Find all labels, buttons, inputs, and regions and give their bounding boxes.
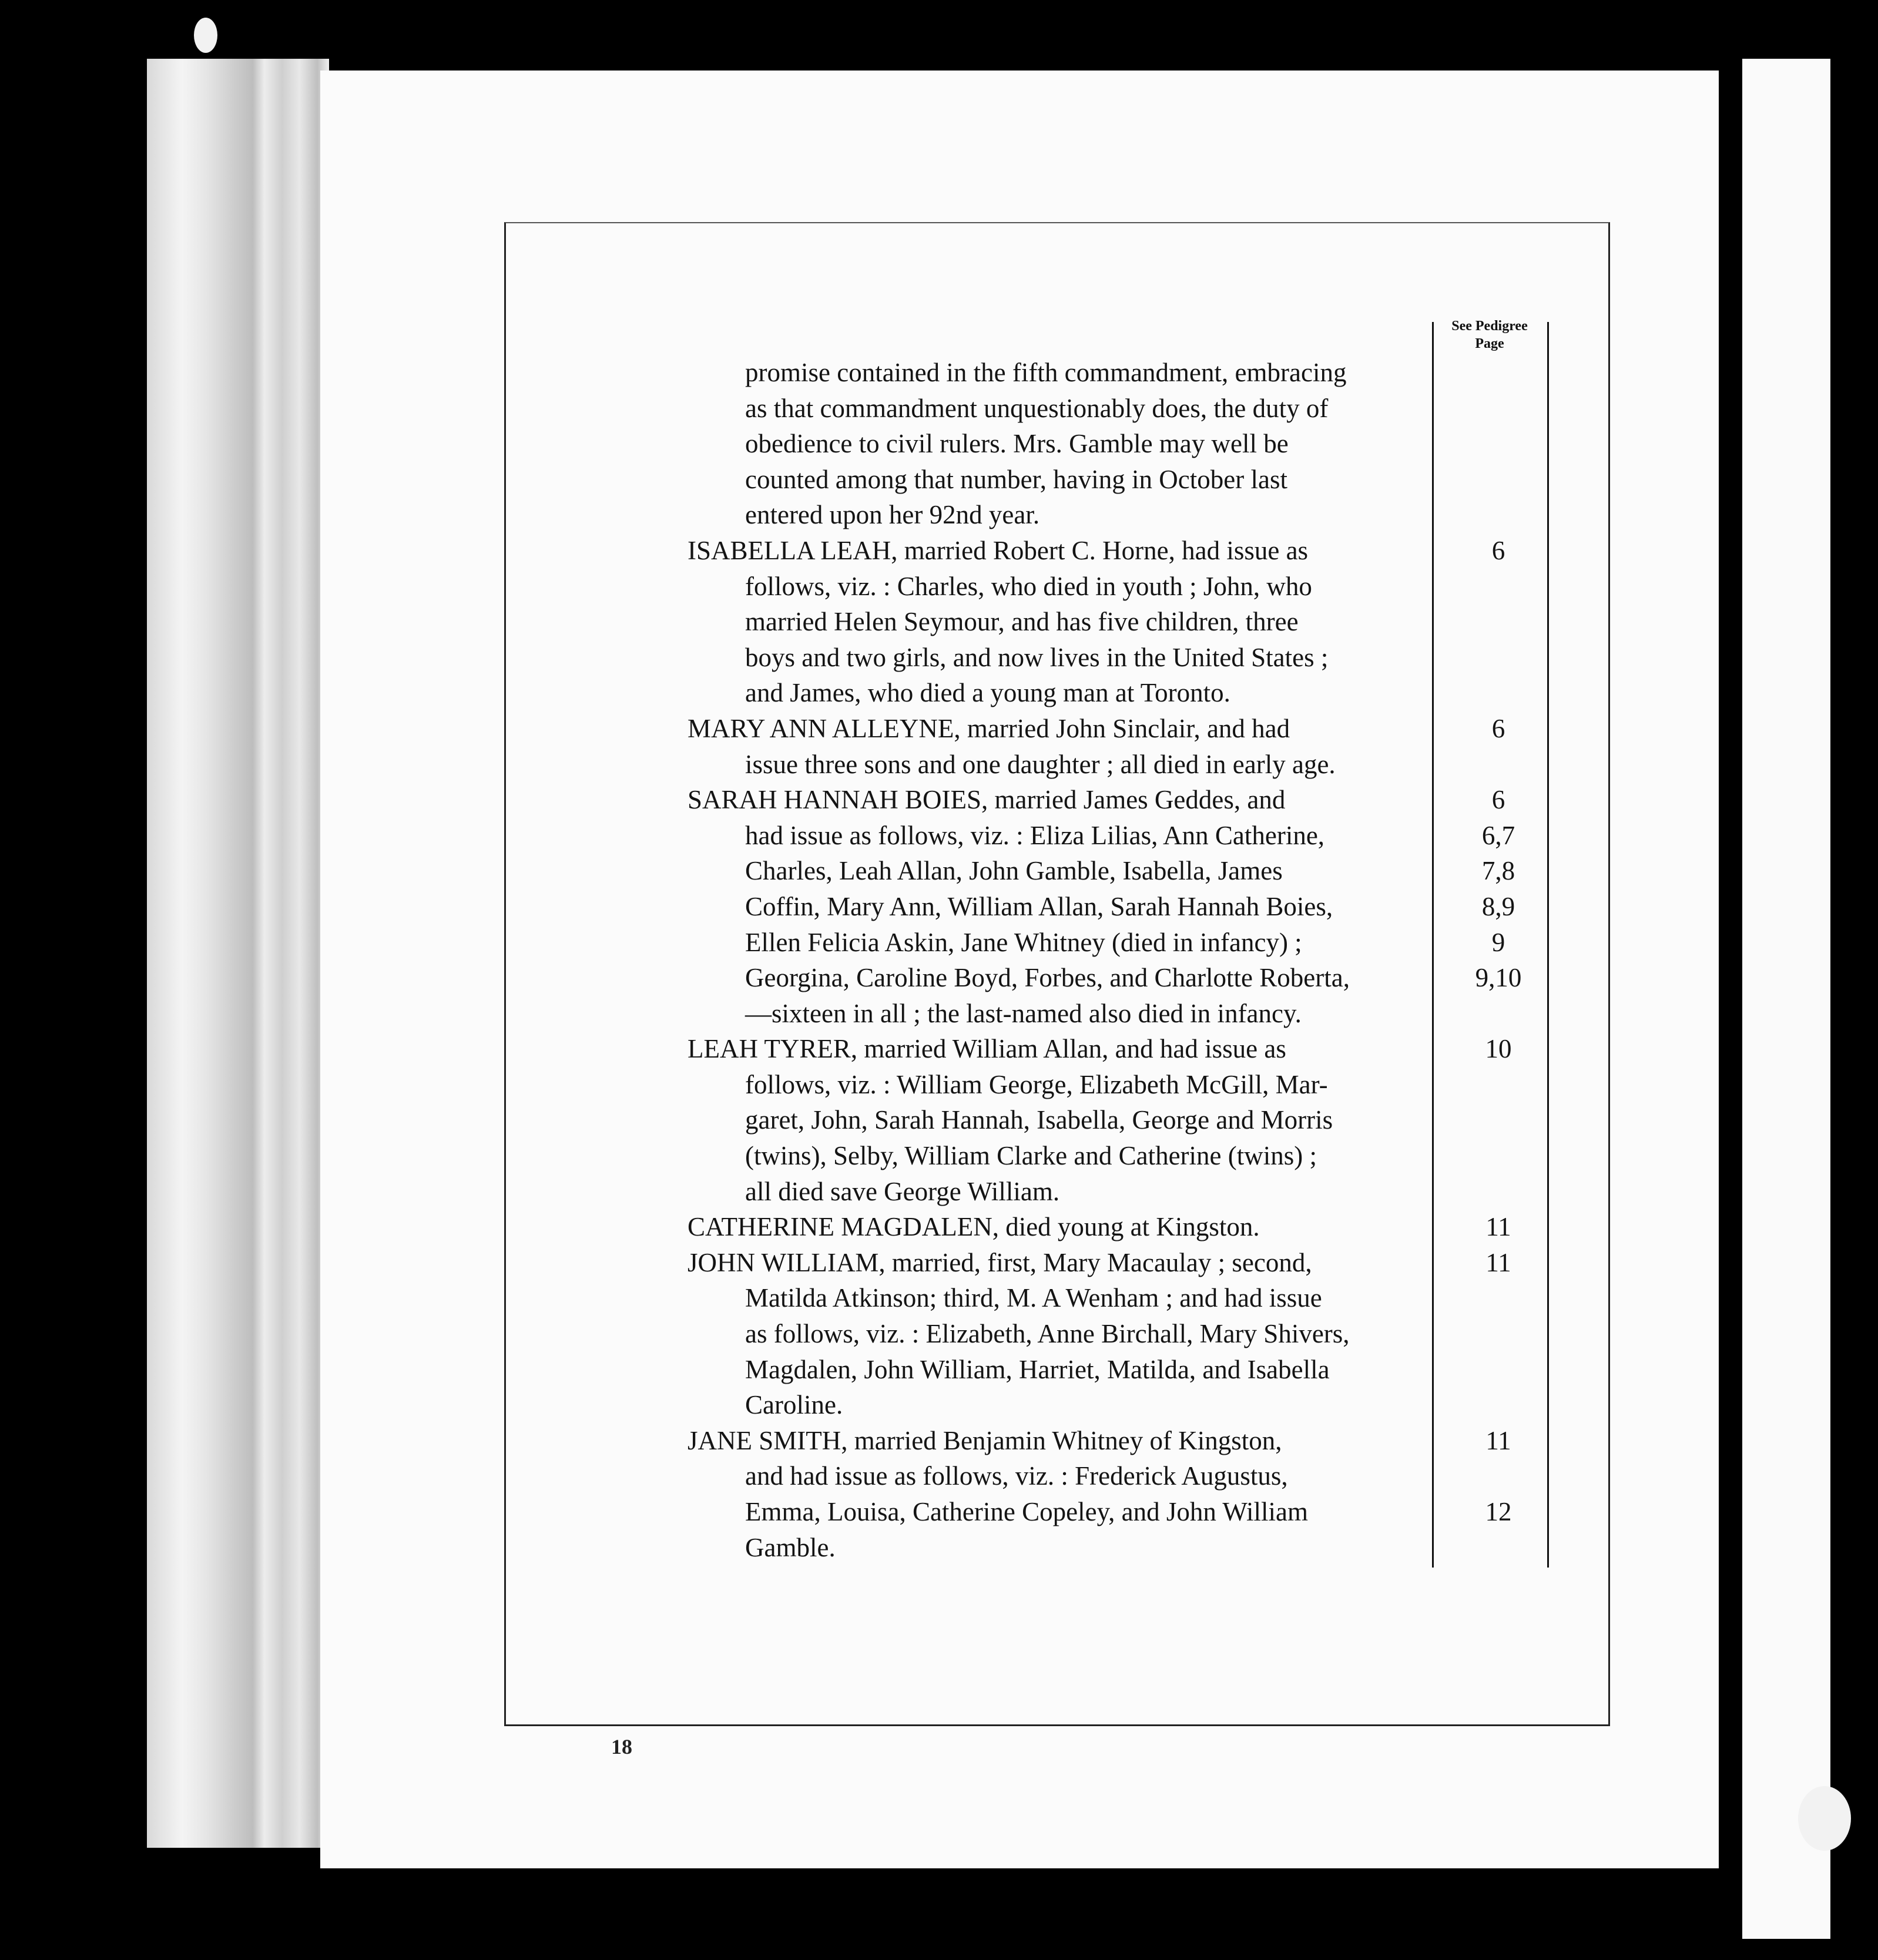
entry-heading-line: JANE SMITH, married Benjamin Whitney of Kingston,	[688, 1425, 1282, 1455]
pedigree-ref	[1434, 497, 1563, 533]
text-line: Charles, Leah Allan, John Gamble, Isabella, James	[745, 856, 1283, 886]
text-line: Magdalen, John William, Harriet, Matilda, and Isabella	[745, 1354, 1330, 1384]
pedigree-ref: 9	[1491, 927, 1505, 957]
text-line: Matilda Atkinson; third, M. A Wenham ; and had issue	[745, 1283, 1322, 1313]
pedigree-ref	[1434, 640, 1563, 676]
text-line: garet, John, Sarah Hannah, Isabella, George and Morris	[745, 1105, 1333, 1135]
pedigree-ref	[1434, 1102, 1563, 1138]
text-line: promise contained in the fifth commandment, embracing	[745, 358, 1347, 387]
pedigree-ref	[1434, 747, 1563, 783]
text-line: and James, who died a young man at Toronto.	[745, 678, 1230, 708]
pedigree-ref: 11	[1485, 1425, 1511, 1455]
text-line: boys and two girls, and now lives in the United States ;	[745, 642, 1329, 672]
pedigree-ref	[1434, 1138, 1563, 1174]
entry-heading-line: MARY ANN ALLEYNE, married John Sinclair, and had	[688, 713, 1290, 743]
paper-speck	[194, 18, 217, 53]
pedigree-ref: 10	[1485, 1034, 1512, 1064]
column-header-line2: Page	[1475, 336, 1504, 351]
pedigree-ref: 9,10	[1475, 963, 1522, 993]
pedigree-ref	[1434, 1387, 1563, 1423]
pedigree-ref	[1434, 1352, 1563, 1388]
pedigree-ref	[1434, 1174, 1563, 1210]
entry-heading-line: ISABELLA LEAH, married Robert C. Horne, had issue as	[688, 535, 1309, 565]
text-line: Georgina, Caroline Boyd, Forbes, and Charlotte Roberta,	[745, 963, 1350, 993]
text-line: Ellen Felicia Askin, Jane Whitney (died in infancy) ;	[745, 927, 1302, 957]
pedigree-ref	[1434, 1280, 1563, 1316]
pedigree-ref	[1434, 1067, 1563, 1103]
paper-speck	[1798, 1786, 1851, 1851]
pedigree-column-header	[1434, 317, 1545, 353]
pedigree-ref: 11	[1485, 1212, 1511, 1242]
entry-heading-line: LEAH TYRER, married William Allan, and had issue as	[688, 1034, 1286, 1064]
text-line: issue three sons and one daughter ; all died in early age.	[745, 749, 1336, 779]
pedigree-ref	[1434, 462, 1563, 498]
text-line: Caroline.	[745, 1390, 843, 1420]
pedigree-ref: 8,9	[1481, 891, 1515, 921]
text-line: had issue as follows, viz. : Eliza Lilias, Ann Catherine,	[745, 820, 1325, 850]
text-line: entered upon her 92nd year.	[745, 500, 1040, 530]
entry-heading-line: JOHN WILLIAM, married, first, Mary Macaulay ; second,	[688, 1247, 1312, 1277]
text-line: married Helen Seymour, and has five children, three	[745, 607, 1299, 637]
pedigree-ref: 12	[1485, 1497, 1512, 1526]
text-line: Gamble.	[745, 1532, 836, 1562]
text-line: (twins), Selby, William Clarke and Catherine (twins) ;	[745, 1141, 1317, 1171]
pedigree-ref	[1434, 426, 1563, 462]
text-line: and had issue as follows, viz. : Frederick Augustus,	[745, 1461, 1288, 1491]
genealogy-text	[688, 355, 1428, 1565]
pedigree-ref	[1434, 1530, 1563, 1566]
entry-heading-line: SARAH HANNAH BOIES, married James Geddes, and	[688, 785, 1286, 815]
text-line: as follows, viz. : Elizabeth, Anne Birchall, Mary Shivers,	[745, 1319, 1350, 1349]
pedigree-ref	[1434, 996, 1563, 1032]
pedigree-ref: 6	[1491, 713, 1505, 743]
pedigree-ref	[1434, 569, 1563, 605]
pedigree-ref: 7,8	[1481, 856, 1515, 886]
page-number: 18	[611, 1735, 632, 1758]
text-line: follows, viz. : Charles, who died in youth ; John, who	[745, 571, 1312, 601]
entry-heading-line: CATHERINE MAGDALEN, died young at Kingston.	[688, 1212, 1260, 1242]
text-line: follows, viz. : William George, Elizabeth McGill, Mar-	[745, 1069, 1328, 1099]
text-line: counted among that number, having in October last	[745, 464, 1287, 494]
pedigree-ref: 6	[1491, 785, 1505, 815]
pedigree-ref	[1434, 675, 1563, 711]
facing-page-edge	[1742, 59, 1830, 1939]
book-page-edges	[147, 59, 329, 1848]
pedigree-ref: 6	[1491, 535, 1505, 565]
pedigree-ref	[1434, 1316, 1563, 1352]
pedigree-ref	[1434, 355, 1563, 391]
text-line: as that commandment unquestionably does, the duty of	[745, 393, 1329, 423]
text-line: —sixteen in all ; the last-named also died in infancy.	[745, 998, 1302, 1028]
pedigree-ref: 11	[1485, 1247, 1511, 1277]
text-line: all died save George William.	[745, 1176, 1060, 1206]
pedigree-ref	[1434, 604, 1563, 640]
column-header-line1: See Pedigree	[1451, 318, 1528, 334]
text-line: obedience to civil rulers. Mrs. Gamble may well be	[745, 429, 1289, 459]
text-line: Emma, Louisa, Catherine Copeley, and John William	[745, 1497, 1308, 1526]
pedigree-ref	[1434, 1458, 1563, 1494]
pedigree-page-refs	[1434, 355, 1563, 1565]
pedigree-ref: 6,7	[1481, 820, 1515, 850]
pedigree-ref	[1434, 391, 1563, 427]
text-line: Coffin, Mary Ann, William Allan, Sarah Hannah Boies,	[745, 891, 1333, 921]
